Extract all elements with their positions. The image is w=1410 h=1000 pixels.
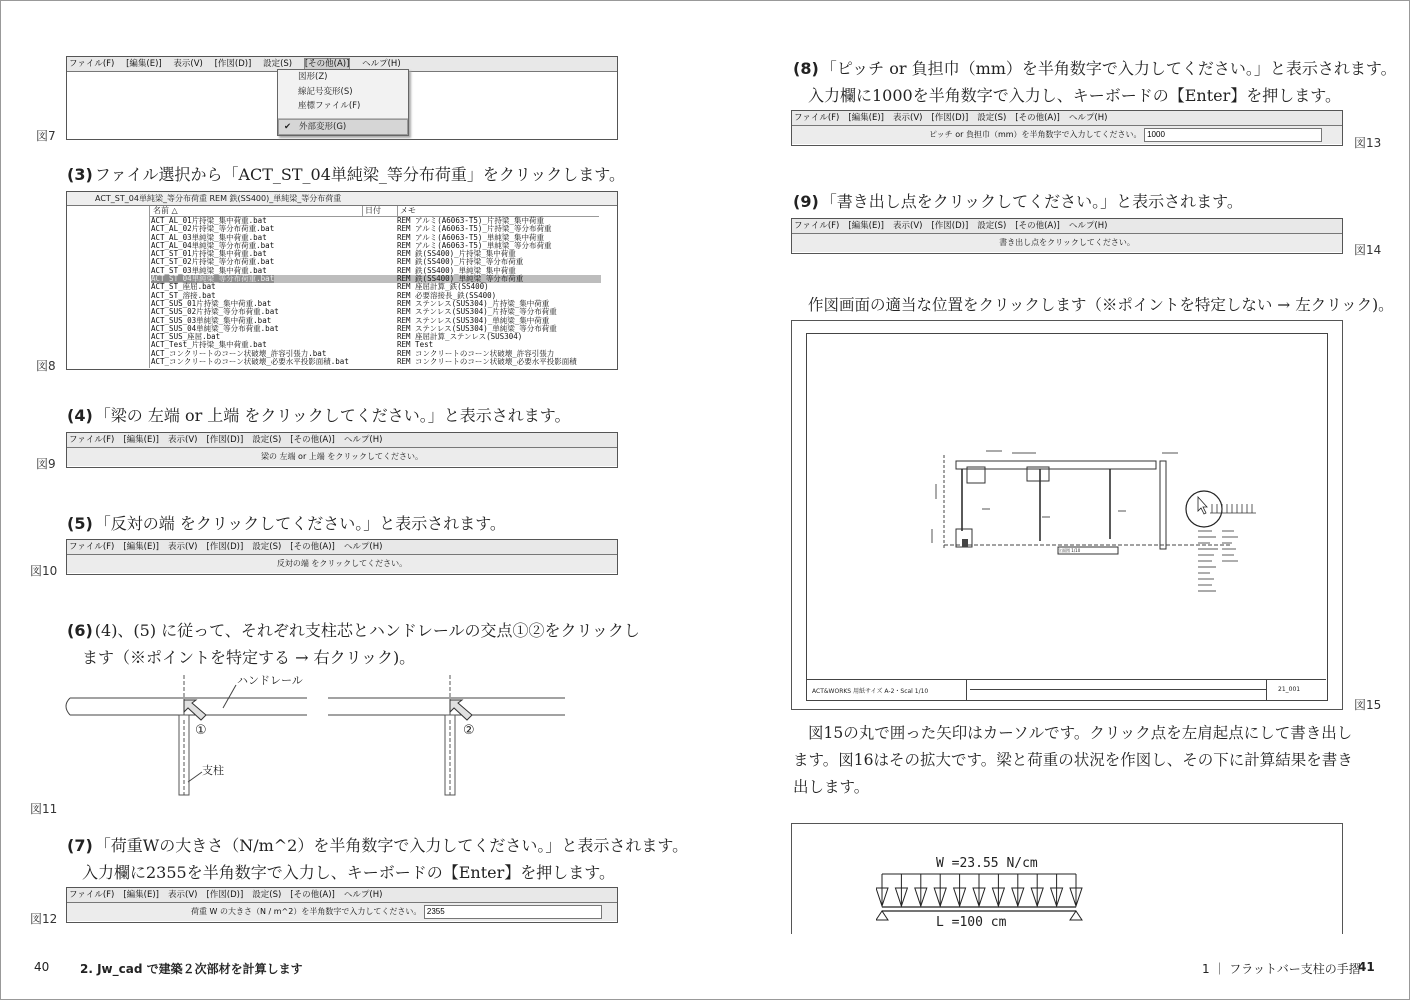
- file-name: ACT_AL_03単純梁_集中荷重.bat: [151, 232, 267, 242]
- column-date[interactable]: 日付: [362, 206, 381, 216]
- step-8-line1: [793, 56, 1397, 79]
- menu-view[interactable]: 表示(V): [173, 59, 203, 69]
- menu-other[interactable]: [その他(A)]: [304, 59, 350, 69]
- menu-settings[interactable]: 設定(S): [252, 435, 282, 445]
- handrail-right: [328, 675, 565, 795]
- step-3: [67, 162, 625, 185]
- dropdown-other-menu: [277, 69, 409, 136]
- menu-file[interactable]: ファイル(F): [69, 890, 115, 900]
- jwcad-window-fig10: [66, 539, 618, 575]
- column-memo[interactable]: メモ: [397, 206, 600, 216]
- drawing-number: 21_001: [1278, 686, 1301, 693]
- file-list: [151, 217, 601, 366]
- file-memo: REM アルミ(A6063-T5)_単純梁_集中荷重: [397, 232, 544, 242]
- menu-edit[interactable]: [編集(E)]: [123, 890, 159, 900]
- prompt-text: 荷重 W の大きさ（N / m^2）を半角数字で入力してください。: [191, 907, 422, 916]
- step-6-line1: [67, 618, 640, 641]
- file-name: ACT_ST_03単純梁_集中荷重.bat: [151, 265, 267, 275]
- menu-other[interactable]: [その他(A)]: [290, 542, 335, 552]
- file-name: ACT_AL_02片持梁_等分布荷重.bat: [151, 224, 275, 234]
- menu-view[interactable]: 表示(V): [168, 435, 198, 445]
- file-memo: REM 鉄(SS400)_片持梁_集中荷重: [397, 249, 516, 259]
- menu-view[interactable]: 表示(V): [893, 221, 923, 231]
- file-name: ACT_コンクリートのコーン状破壊_必要水平投影面積.bat: [151, 357, 349, 367]
- prompt-bar: [67, 903, 617, 921]
- menu-help[interactable]: ヘルプ(H): [1068, 113, 1108, 123]
- file-name: ACT_SUS_04単純梁_等分布荷重.bat: [151, 323, 279, 333]
- file-memo: REM アルミ(A6063-T5)_片持梁_集中荷重: [397, 216, 544, 225]
- figure-label-15: 図15: [1354, 698, 1382, 712]
- figure-label-8: 図8: [36, 359, 56, 373]
- file-name: ACT_ST_04単純梁_等分布荷重.bat: [151, 274, 275, 284]
- menu-settings[interactable]: 設定(S): [252, 890, 282, 900]
- label-post: 支柱: [202, 764, 224, 777]
- file-memo: REM アルミ(A6063-T5)_単純梁_等分布荷重: [397, 240, 552, 250]
- menu-other[interactable]: [その他(A)]: [1015, 221, 1060, 231]
- scale-tag: 立面図 1/10: [1058, 548, 1081, 553]
- point-marker-2: ②: [463, 723, 475, 738]
- file-memo: REM 座屈計算_ステンレス(SUS304): [397, 332, 523, 342]
- jwcad-window-fig12: [66, 887, 618, 923]
- menu-item-coord-file[interactable]: 座標ファイル(F): [298, 101, 361, 111]
- step-8-line2: 入力欄に1000を半角数字で入力し、キーボードの【Enter】を押します。: [808, 86, 1341, 105]
- menu-view[interactable]: 表示(V): [893, 113, 923, 123]
- menu-item-shape[interactable]: 図形(Z): [298, 72, 328, 82]
- jwcad-window-fig9: [66, 432, 618, 468]
- load-value-label: W =23.55 N/cm: [936, 856, 1038, 871]
- menu-item-external-transform-label: 外部変形(G): [299, 121, 347, 132]
- file-name: ACT_ST_01片持梁_集中荷重.bat: [151, 249, 267, 259]
- menu-help[interactable]: ヘルプ(H): [1068, 221, 1108, 231]
- menu-item-line-symbol[interactable]: 線記号変形(S): [298, 86, 353, 97]
- step-6-number: (6): [67, 621, 93, 640]
- figure-label-12: 図12: [30, 912, 58, 926]
- step-4-text: 「梁の 左端 or 上端 をクリックしてください。」と表示されます。: [94, 406, 571, 425]
- file-row[interactable]: [151, 283, 601, 291]
- file-memo: REM 座屈計算_鉄(SS400): [397, 282, 489, 292]
- menu-edit[interactable]: [編集(E)]: [123, 435, 159, 445]
- chapter-title-left: 2. Jw_cad で建築２次部材を計算します: [80, 962, 303, 976]
- figure-label-13: 図13: [1354, 136, 1382, 150]
- section-title-right: 1 ｜ フラットバー支柱の手摺: [1202, 962, 1361, 976]
- figure-label-7: 図7: [36, 129, 56, 143]
- file-memo: REM 必要溶接長_鉄(SS400): [397, 290, 497, 300]
- step-3-number: (3): [67, 165, 93, 184]
- file-name: ACT_SUS_02片持梁_等分布荷重.bat: [151, 307, 279, 317]
- file-memo: REM ステンレス(SUS304)_単純梁_等分布荷重: [397, 323, 557, 333]
- step-7-line2: 入力欄に2355を半角数字で入力し、キーボードの【Enter】を押します。: [82, 863, 615, 882]
- support-left-icon: [876, 911, 888, 920]
- file-row[interactable]: [151, 275, 601, 283]
- load-diagram-box: [791, 823, 1343, 934]
- page-number-left: 40: [34, 960, 50, 974]
- title-block-divider: [966, 680, 967, 700]
- step-9-text: 「書き出し点をクリックしてください。」と表示されます。: [820, 192, 1243, 211]
- step-7-number: (7): [67, 836, 93, 855]
- menu-help[interactable]: ヘルプ(H): [343, 542, 383, 552]
- jwcad-window-fig14: [791, 218, 1343, 254]
- menu-settings[interactable]: 設定(S): [977, 113, 1007, 123]
- file-memo: REM コンクリートのコーン状破壊_許容引張力: [397, 348, 555, 358]
- title-block-text: ACT&WORKS 用紙サイズ A-2・Scal 1/10: [812, 688, 929, 695]
- file-name: ACT_ST_溶接.bat: [151, 290, 216, 300]
- menu-edit[interactable]: [編集(E)]: [123, 542, 159, 552]
- menu-edit[interactable]: [編集(E)]: [848, 221, 884, 231]
- paragraph-fig15-line1: 図15の丸で囲った矢印はカーソルです。クリック点を左肩起点にして書き出し: [808, 724, 1353, 742]
- figure-label-9: 図9: [36, 457, 56, 471]
- prompt-bar: 反対の端 をクリックしてください。: [67, 555, 617, 573]
- drawing-sheet[interactable]: [791, 320, 1343, 710]
- file-name: ACT_ST_02片持梁_等分布荷重.bat: [151, 257, 275, 267]
- file-memo: REM アルミ(A6063-T5)_片持梁_等分布荷重: [397, 224, 552, 234]
- step-7-text-1: 「荷重Wの大きさ（N/m^2）を半角数字で入力してください。」と表示されます。: [94, 836, 689, 855]
- menu-edit[interactable]: [編集(E)]: [126, 59, 162, 69]
- menu-item-external-transform[interactable]: [278, 119, 408, 136]
- step-4-number: (4): [67, 406, 93, 425]
- menu-bar: [67, 433, 617, 448]
- file-memo: REM ステンレス(SUS304)_片持梁_集中荷重: [397, 298, 550, 308]
- file-select-title: ACT_ST_04単純梁_等分布荷重 REM 鉄(SS400)_単純梁_等分布荷重: [67, 192, 617, 206]
- file-row[interactable]: [151, 358, 601, 366]
- menu-file[interactable]: ファイル(F): [69, 542, 115, 552]
- menu-settings[interactable]: 設定(S): [263, 59, 293, 69]
- prompt-bar: [792, 126, 1342, 144]
- step-8-text-1: 「ピッチ or 負担巾（mm）を半角数字で入力してください。」と表示されます。: [820, 59, 1397, 78]
- column-name[interactable]: 名前 △: [153, 206, 178, 215]
- support-right-icon: [1070, 911, 1082, 920]
- paragraph-click-position: 作図画面の適当な位置をクリックします（※ポイントを特定しない → 左クリック)。: [808, 296, 1394, 314]
- menu-draw[interactable]: [作図(D)]: [206, 542, 244, 552]
- paragraph-fig15-line2: ます。図16はその拡大です。梁と荷重の状況を作図し、その下に計算結果を書き: [793, 751, 1353, 769]
- menu-draw[interactable]: [作図(D)]: [206, 890, 244, 900]
- file-name: ACT_SUS_01片持梁_集中荷重.bat: [151, 298, 272, 308]
- file-select-window: [66, 191, 618, 370]
- step-9-number: (9): [793, 192, 819, 211]
- file-memo: REM Test: [397, 340, 434, 350]
- handrail-diagram: [60, 670, 570, 800]
- step-9: [793, 189, 1243, 212]
- file-memo: REM 鉄(SS400)_単純梁_等分布荷重: [397, 274, 524, 284]
- step-6-line2: ます（※ポイントを特定する → 右クリック)。: [82, 648, 416, 667]
- menu-draw[interactable]: [作図(D)]: [214, 59, 252, 69]
- menu-file[interactable]: ファイル(F): [794, 221, 840, 231]
- file-memo: REM ステンレス(SUS304)_単純梁_集中荷重: [397, 315, 550, 325]
- menu-file[interactable]: ファイル(F): [69, 59, 115, 69]
- load-input-field[interactable]: [424, 905, 602, 919]
- step-5: [67, 511, 506, 534]
- handrail-left: [66, 675, 307, 795]
- menu-bar: [67, 888, 617, 903]
- step-5-text: 「反対の端 をクリックしてください。」と表示されます。: [94, 514, 506, 533]
- file-name: ACT_AL_04単純梁_等分布荷重.bat: [151, 240, 275, 250]
- file-name: ACT_コンクリートのコーン状破壊_許容引張力.bat: [151, 348, 327, 358]
- menu-help[interactable]: ヘルプ(H): [343, 435, 383, 445]
- figure-label-14: 図14: [1354, 243, 1382, 257]
- title-block: [806, 679, 1326, 700]
- title-block-divider: [1266, 680, 1267, 700]
- figure-label-10: 図10: [30, 564, 58, 578]
- menu-bar: [792, 219, 1342, 234]
- prompt-bar: 書き出し点をクリックしてください。: [792, 234, 1342, 252]
- menu-view[interactable]: 表示(V): [168, 542, 198, 552]
- label-handrail: ハンドレール: [237, 674, 303, 687]
- menu-other[interactable]: [その他(A)]: [1015, 113, 1060, 123]
- menu-bar: [67, 540, 617, 555]
- step-7-line1: [67, 833, 688, 856]
- menu-draw[interactable]: [作図(D)]: [931, 221, 969, 231]
- menu-file[interactable]: ファイル(F): [794, 113, 840, 123]
- point-marker-1: ①: [195, 723, 207, 738]
- menu-draw[interactable]: [作図(D)]: [206, 435, 244, 445]
- menu-file[interactable]: ファイル(F): [69, 435, 115, 445]
- menu-help[interactable]: ヘルプ(H): [343, 890, 383, 900]
- menu-settings[interactable]: 設定(S): [252, 542, 282, 552]
- jwcad-window-fig13: [791, 110, 1343, 146]
- step-3-text: ファイル選択から「ACT_ST_04単純梁_等分布荷重」をクリックします。: [94, 165, 625, 184]
- step-4: [67, 403, 570, 426]
- paragraph-fig15: [793, 720, 1353, 801]
- prompt-bar: 梁の 左端 or 上端 をクリックしてください。: [67, 448, 617, 466]
- page-number-right: 41: [1358, 960, 1375, 974]
- file-memo: REM 鉄(SS400)_片持梁_等分布荷重: [397, 257, 524, 267]
- file-name: ACT_AL_01片持梁_集中荷重.bat: [151, 216, 267, 225]
- menu-settings[interactable]: 設定(S): [977, 221, 1007, 231]
- figure-label-11: 図11: [30, 802, 58, 816]
- menu-view[interactable]: 表示(V): [168, 890, 198, 900]
- file-name: ACT_SUS_03単純梁_集中荷重.bat: [151, 315, 272, 325]
- span-length-label: L =100 cm: [936, 915, 1007, 930]
- elevation-drawing[interactable]: [922, 439, 1262, 629]
- list-border: [149, 206, 150, 368]
- file-memo: REM 鉄(SS400)_単純梁_集中荷重: [397, 265, 516, 275]
- menu-draw[interactable]: [作図(D)]: [931, 113, 969, 123]
- menu-other[interactable]: [その他(A)]: [290, 890, 335, 900]
- step-6-text-1: (4)、(5) に従って、それぞれ支柱芯とハンドレールの交点①②をクリックし: [94, 621, 640, 640]
- file-name: ACT_Test_片持梁_集中荷重.bat: [151, 340, 267, 350]
- file-name: ACT_SUS_座屈.bat: [151, 332, 221, 342]
- menu-help[interactable]: ヘルプ(H): [362, 59, 401, 69]
- menu-bar: [792, 111, 1342, 126]
- file-name: ACT_ST_座屈.bat: [151, 282, 216, 292]
- prompt-text: ピッチ or 負担巾（mm）を半角数字で入力してください。: [929, 130, 1142, 139]
- step-8-number: (8): [793, 59, 819, 78]
- paragraph-fig15-line3: 出します。: [793, 778, 870, 796]
- menu-edit[interactable]: [編集(E)]: [848, 113, 884, 123]
- check-icon: ✔: [284, 121, 292, 132]
- step-5-number: (5): [67, 514, 93, 533]
- title-block-line: [970, 689, 1266, 690]
- menu-other[interactable]: [その他(A)]: [290, 435, 335, 445]
- file-memo: REM コンクリートのコーン状破壊_必要水平投影面積: [397, 357, 577, 367]
- file-memo: REM ステンレス(SUS304)_片持梁_等分布荷重: [397, 307, 557, 317]
- pitch-input-field[interactable]: [1144, 128, 1322, 142]
